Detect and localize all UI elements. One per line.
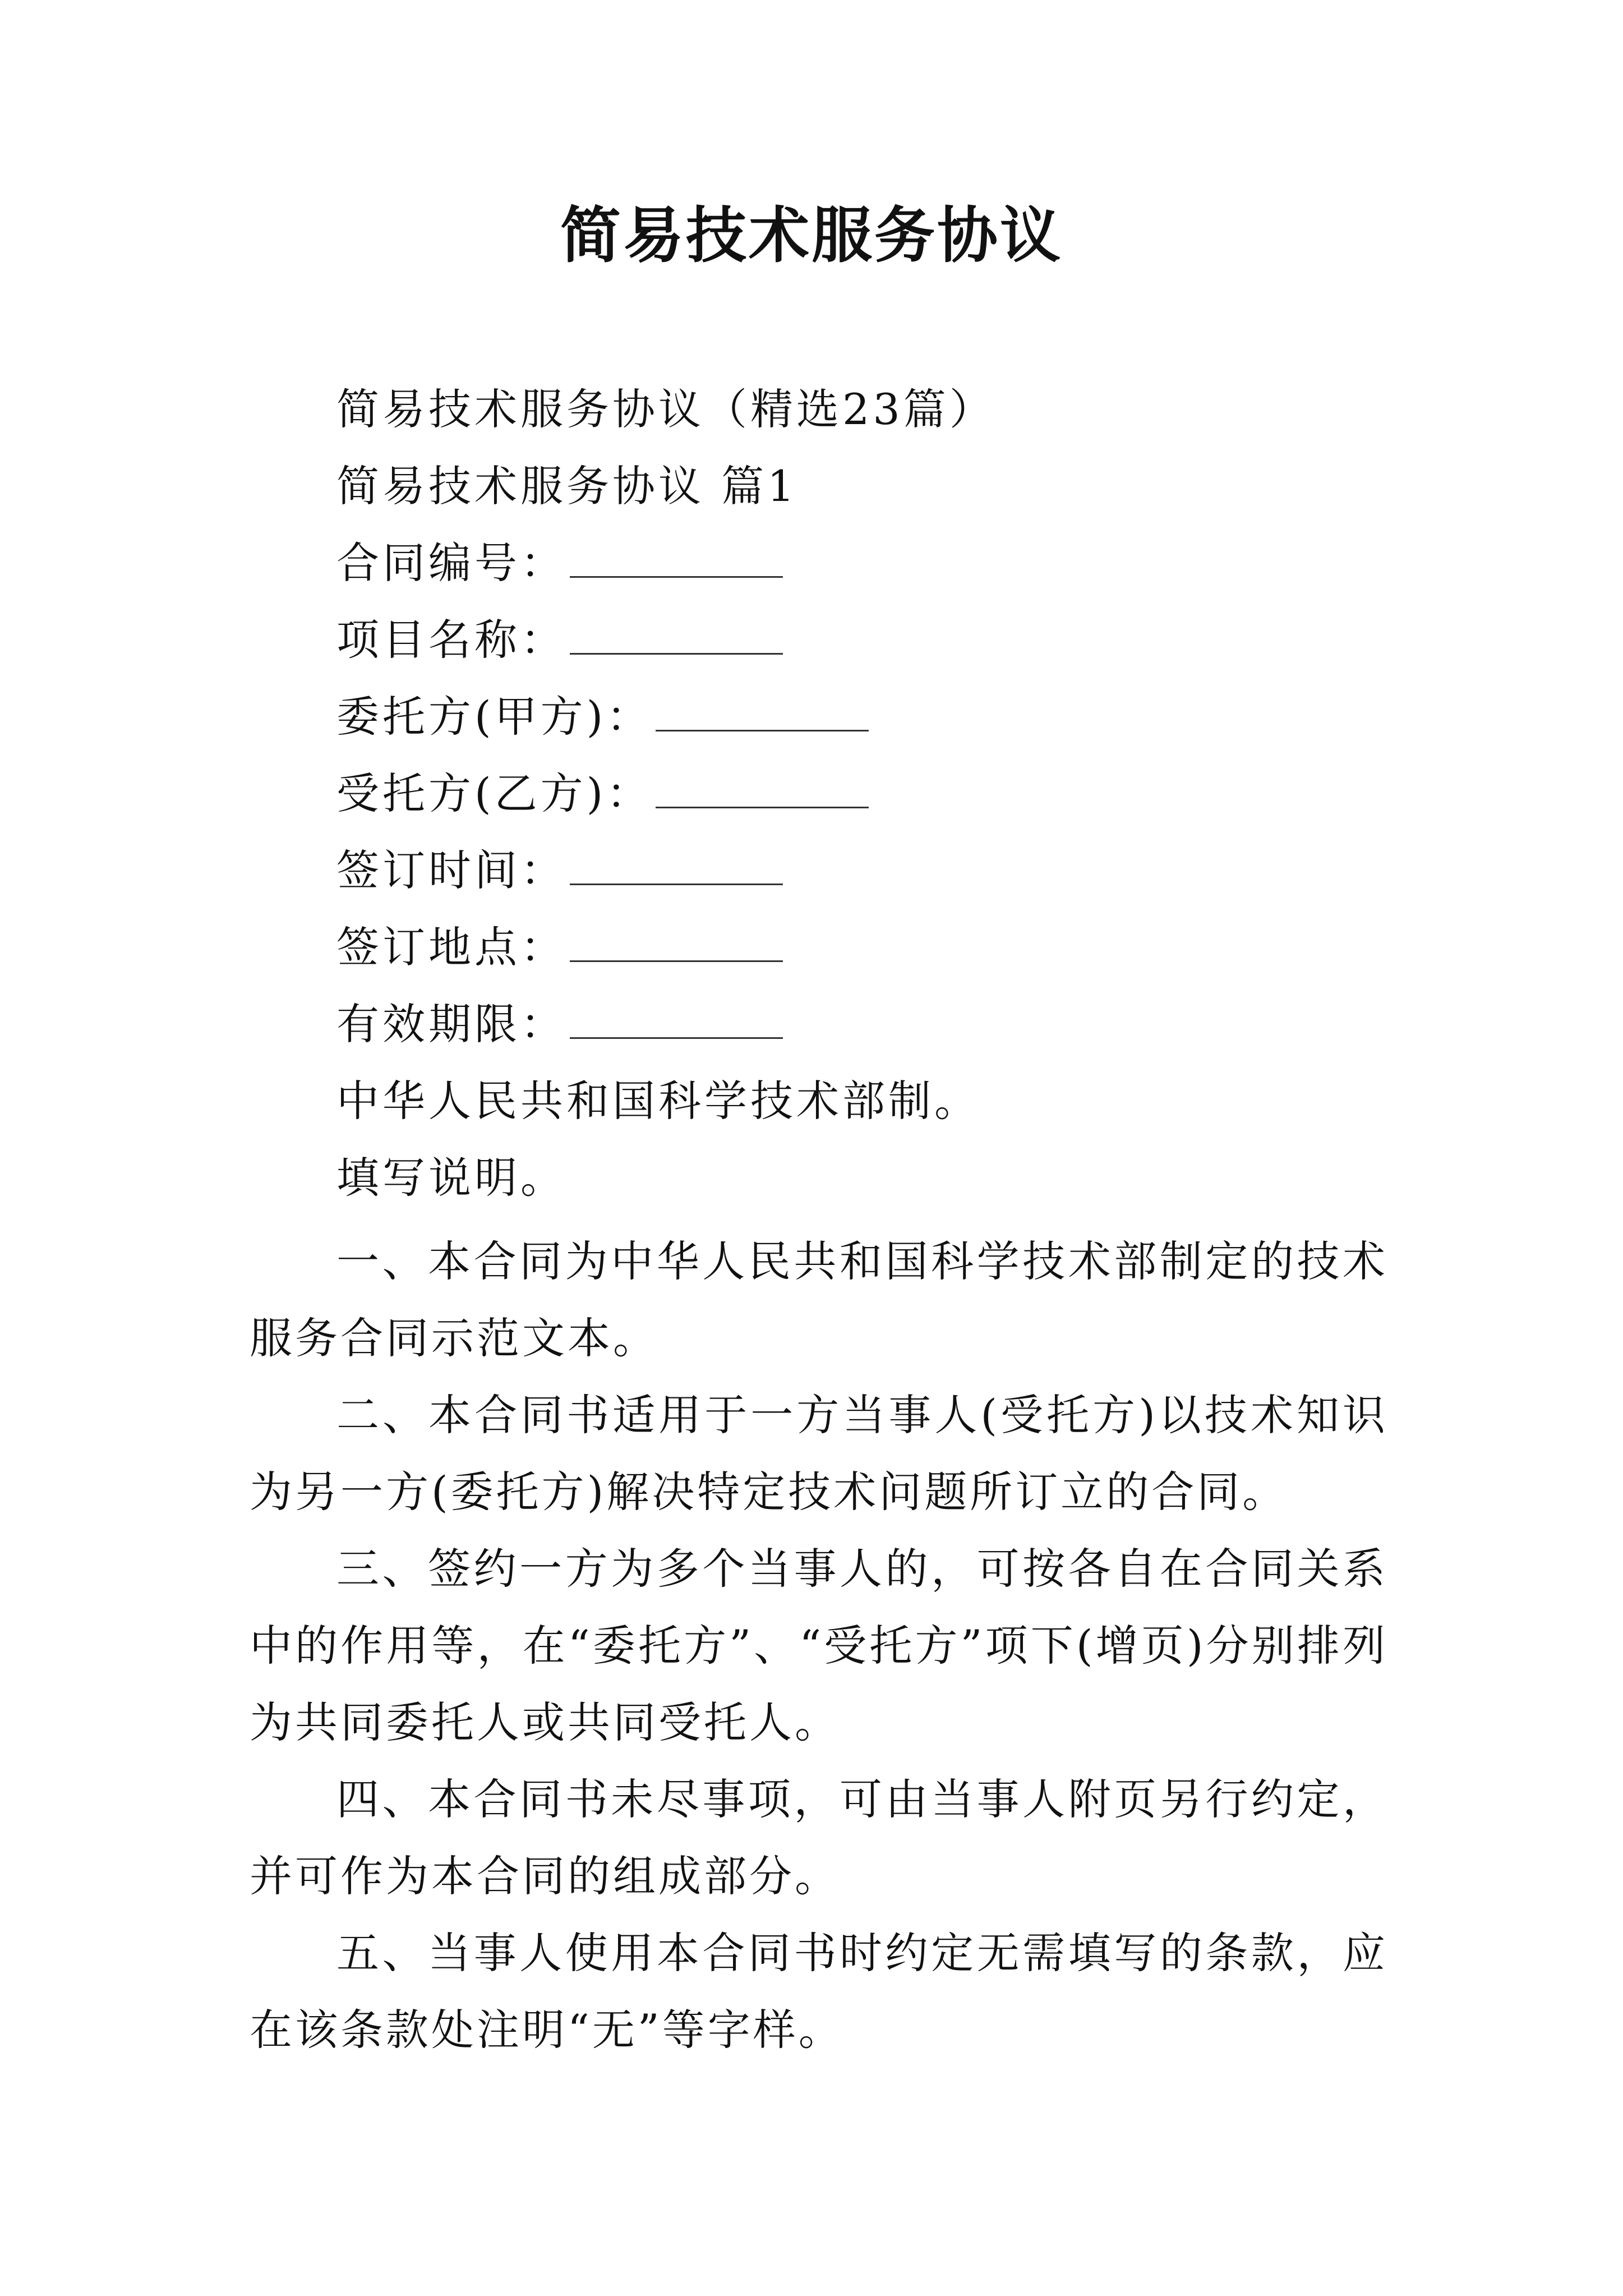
contract-number-blank — [570, 541, 783, 578]
field-validity-period — [336, 996, 783, 1052]
field-label: 受托方(乙方)： — [336, 769, 653, 818]
instruction-paragraph-1: 一、本合同为中华人民共和国科学技术部制定的技术服务合同示范文本。 — [250, 1236, 1388, 1363]
field-label: 签订地点： — [336, 922, 566, 972]
document-title: 简易技术服务协议 — [560, 200, 1063, 271]
field-label: 有效期限： — [336, 999, 566, 1049]
field-signing-place — [336, 919, 783, 976]
instruction-paragraph-5: 五、当事人使用本合同书时约定无需填写的条款，应在该条款处注明“无”等字样。 — [250, 1928, 1388, 2055]
field-label: 签订时间： — [336, 845, 566, 895]
contractor-blank — [656, 772, 869, 808]
section-heading: 简易技术服务协议 篇1 — [336, 461, 798, 511]
field-client — [336, 689, 869, 745]
client-blank — [656, 695, 869, 731]
field-contractor — [336, 766, 869, 822]
validity-period-blank — [570, 1002, 783, 1039]
field-label: 合同编号： — [336, 538, 566, 588]
instructions-heading: 填写说明。 — [336, 1153, 566, 1203]
instruction-paragraph-4: 四、本合同书未尽事项，可由当事人附页另行约定，并可作为本合同的组成部分。 — [250, 1774, 1388, 1901]
field-label: 委托方(甲方)： — [336, 692, 653, 742]
instruction-paragraph-2: 二、本合同书适用于一方当事人(受托方)以技术知识为另一方(委托方)解决特定技术问题所订立的合同。 — [250, 1390, 1388, 1517]
signing-date-blank — [570, 849, 783, 885]
signing-place-blank — [570, 926, 783, 962]
field-project-name — [336, 612, 783, 668]
field-signing-date — [336, 843, 783, 899]
project-name-blank — [570, 618, 783, 655]
field-label: 项目名称： — [336, 615, 566, 665]
instruction-paragraph-3: 三、签约一方为多个当事人的，可按各自在合同关系中的作用等，在“委托方”、“受托方”项下(增页)分别排列为共同委托人或共同受托人。 — [250, 1544, 1388, 1747]
issuer-line: 中华人民共和国科学技术部制。 — [336, 1076, 980, 1126]
field-contract-number — [336, 535, 783, 591]
document-subtitle: 简易技术服务协议（精选23篇） — [336, 384, 995, 434]
